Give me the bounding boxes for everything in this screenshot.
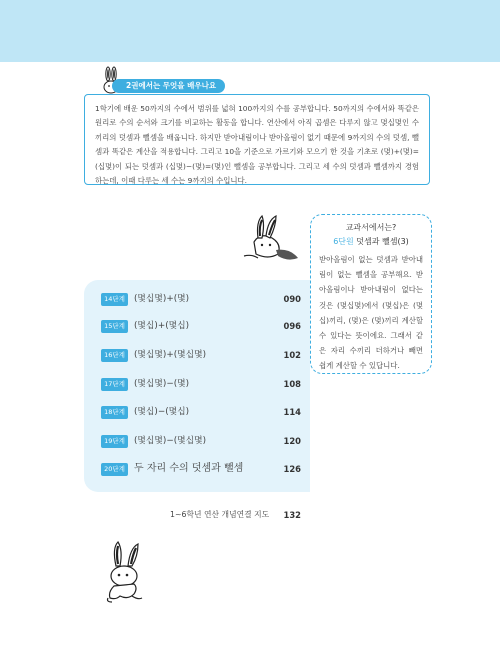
step-badge: 14단계 [101,293,128,306]
step-badge: 17단계 [101,378,128,391]
textbook-unit [319,235,423,249]
toc-title: (몇십몇)+(몇) [134,294,190,304]
toc-title: (몇십몇)+(몇십몇) [134,350,207,360]
toc-row[interactable] [101,318,301,334]
toc-row[interactable] [101,404,301,420]
toc-row[interactable] [101,291,301,307]
textbook-unit-name: 덧셈과 뺄셈(3) [356,237,409,246]
intro-text: 1학기에 배운 50까지의 수에서 범위를 넓혀 100까지의 수를 공부합니다. 50까지의 수에서와 똑같은 원리로 수의 순서와 크기를 비교하는 활동을 합니다. 연산에서 아직 곱셈은 다루지 않고 몇십몇인 수끼리의 덧셈과 뺄셈을 배웁니다. 하지만 받아내림이나 받아올림이 없기 때문에 9까지의 수의 덧셈, 뺄셈과 똑같은 계산을 적용합니다. 그리고 10을 기준으로 가르기와 모으기 한 것을 기초로 (몇)+(몇)=(십몇)이 되는 덧셈과 (십몇)−(몇)=(몇)인 뺄셈을 공부합니다. 그리고 세 수의 덧셈과 뺄셈까지 경험하는데, 이때 다루는 세 수는 9까지의 수입니다. [95,104,419,186]
toc-title: 두 자리 수의 덧셈과 뺄셈 [134,463,244,474]
section-tag: 2권에서는 무엇을 배우나요 [112,79,225,93]
toc-page-number: 126 [283,464,301,474]
toc-page-number: 114 [283,407,301,417]
step-badge: 20단계 [101,463,128,476]
toc-row[interactable] [101,461,301,477]
step-badge: 18단계 [101,406,128,419]
appendix-title[interactable]: 1~6학년 연산 개념연결 지도 [170,510,270,519]
toc-page-number: 108 [283,379,301,389]
rabbit-character-illustration [102,540,150,606]
step-badge: 19단계 [101,435,128,448]
toc-title: (몇십)−(몇십) [134,407,190,417]
toc-title: (몇십몇)−(몇) [134,379,190,389]
toc-title: (몇십)+(몇십) [134,321,190,331]
intro-text-box [84,94,430,185]
toc-title: (몇십몇)−(몇십몇) [134,436,207,446]
step-badge: 15단계 [101,320,128,333]
toc-page-number: 090 [283,294,301,304]
textbook-body: 받아올림이 없는 덧셈과 받아내림이 없는 뺄셈을 공부해요. 받아올림이나 받아내림이 없다는 것은 (몇십몇)에서 (몇십)은 (몇십)끼리, (몇)은 (몇)끼리 계산할 수 있다는 뜻이에요. 그래서 같은 자리 수끼리 더하거나 빼면 쉽게 계산할 수 있답니다. [319,255,423,371]
toc-page-number: 102 [283,350,301,360]
toc-page-number: 096 [283,321,301,331]
toc-row[interactable] [101,347,301,363]
top-color-band [0,0,500,62]
flying-rabbit-illustration [240,212,302,266]
toc-row[interactable] [101,433,301,449]
textbook-unit-number: 6단원 [333,237,354,246]
textbook-title: 교과서에서는? [345,223,397,232]
toc-page-number: 120 [283,436,301,446]
appendix-page-number: 132 [283,510,301,520]
textbook-note-box [310,214,432,374]
step-badge: 16단계 [101,349,128,362]
toc-row[interactable] [101,376,301,392]
